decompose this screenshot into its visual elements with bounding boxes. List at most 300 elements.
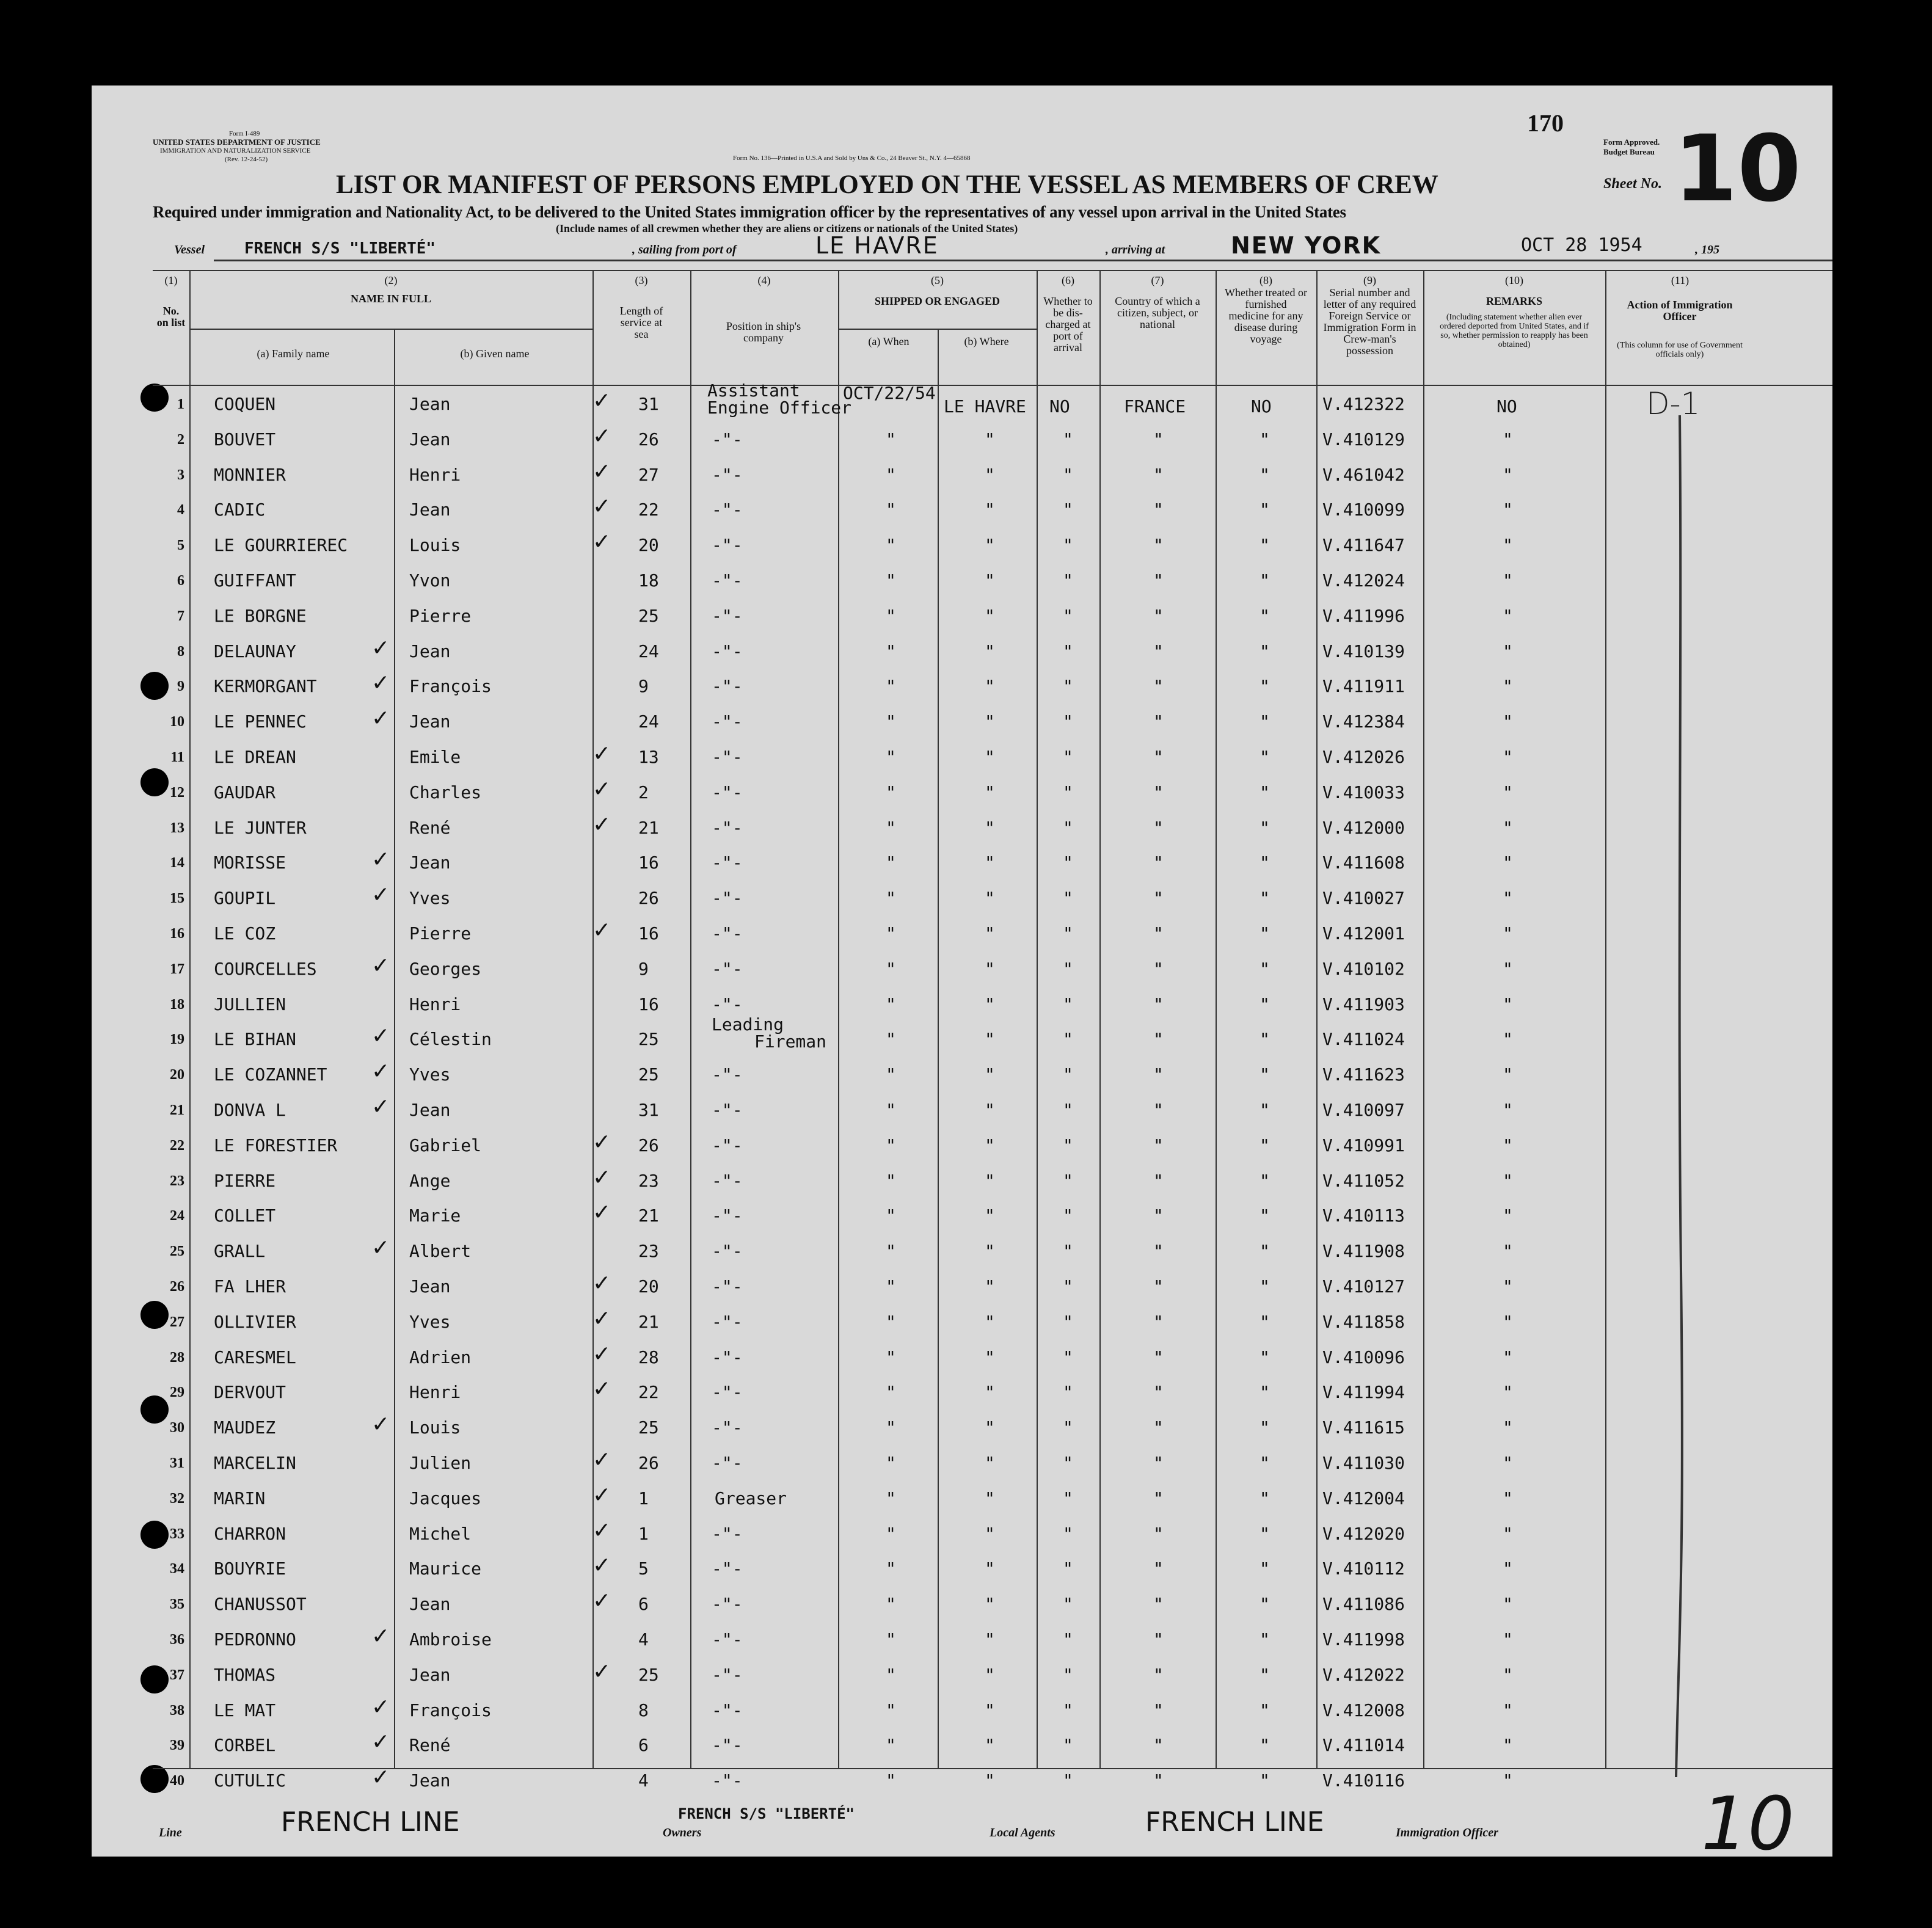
given-name: Gabriel [409, 1135, 482, 1155]
check-mark: ✓ [371, 882, 390, 908]
remarks-ditto: " [1503, 570, 1513, 591]
discharged-ditto: " [1063, 1665, 1073, 1685]
family-name: LE COZANNET [214, 1064, 327, 1085]
medicine-ditto: " [1259, 888, 1270, 908]
shipped-when-ditto: " [886, 1064, 896, 1085]
printer-note: Form No. 136—Printed in U.S.A and Sold by Uns & Co., 24 Beaver St., N.Y. 4—65868 [733, 155, 971, 162]
family-name: THOMAS [214, 1665, 276, 1685]
country-ditto: " [1153, 676, 1164, 696]
service-length: 24 [638, 641, 659, 661]
country-ditto: " [1153, 818, 1164, 838]
col9-number: (9) [1363, 274, 1376, 286]
shipped-where-ditto: " [985, 1770, 995, 1791]
check-mark: ✓ [371, 671, 390, 696]
shipped-when-ditto: " [886, 641, 896, 661]
form-id: Form I-489 [229, 130, 260, 137]
discharged-ditto: " [1063, 1735, 1073, 1755]
position-line1: Leading [712, 1014, 784, 1035]
owners-label: Owners [663, 1826, 702, 1839]
country-ditto: " [1153, 1241, 1164, 1261]
discharged-ditto: " [1063, 1100, 1073, 1120]
shipped-when-ditto: " [886, 1488, 896, 1508]
service-length: 25 [638, 606, 659, 626]
shipped-when-ditto: " [886, 676, 896, 696]
row-number: 9 [177, 678, 184, 694]
shipped-when-ditto: " [886, 1559, 896, 1579]
serial-number: V.412322 [1322, 394, 1405, 414]
ship-position: -"- [712, 1770, 743, 1791]
ship-position: -"- [712, 888, 743, 908]
remarks-ditto: " [1503, 500, 1513, 520]
service-length: 27 [638, 465, 659, 485]
shipped-when-ditto: " [886, 1417, 896, 1438]
family-name: DELAUNAY [214, 641, 296, 661]
shipped-when-ditto: " [886, 711, 896, 732]
serial-number: V.410099 [1322, 500, 1405, 520]
shipped-when-ditto: " [886, 1206, 896, 1226]
service-length: 24 [638, 711, 659, 732]
row-number: 35 [170, 1596, 184, 1612]
service-length: 9 [638, 959, 649, 979]
service-length: 18 [638, 570, 659, 591]
table-bottom-border [153, 1768, 1832, 1769]
medicine-ditto: " [1259, 606, 1270, 626]
row-number: 12 [170, 785, 184, 801]
serial-number: V.411994 [1322, 1382, 1405, 1402]
shipped-when-ditto: " [886, 782, 896, 802]
service-length: 16 [638, 994, 659, 1014]
serial-number: V.410097 [1322, 1100, 1405, 1120]
medicine-ditto: " [1259, 570, 1270, 591]
serial-number: V.410027 [1322, 888, 1405, 908]
family-name: LE BORGNE [214, 606, 307, 626]
serial-number: V.411608 [1322, 853, 1405, 873]
medicine-ditto: " [1259, 1347, 1270, 1367]
medicine-ditto: " [1259, 853, 1270, 873]
ship-position: -"- [712, 535, 743, 555]
shipped-when-ditto: " [886, 429, 896, 449]
family-name: CUTULIC [214, 1770, 286, 1791]
ship-position: -"- [712, 429, 743, 449]
service-length: 1 [638, 1488, 649, 1508]
page-subtitle: Required under immigration and Nationality Act, to be delivered to the United States immigration officer by the representatives of any vessel upon arrival in the United States [153, 203, 1346, 221]
country-ditto: " [1153, 782, 1164, 802]
given-name: Ange [409, 1171, 451, 1191]
row-number: 23 [170, 1173, 184, 1189]
shipped-when-ditto: " [886, 959, 896, 979]
shipped-where-ditto: " [985, 1241, 995, 1261]
country-ditto: " [1153, 570, 1164, 591]
serial-number: V.412004 [1322, 1488, 1405, 1508]
service-length: 20 [638, 1276, 659, 1297]
discharged-ditto: " [1063, 747, 1073, 767]
serial-number: V.411911 [1322, 676, 1405, 696]
discharged-ditto: " [1063, 1135, 1073, 1155]
col4-number: (4) [757, 274, 771, 286]
ship-position: -"- [712, 1700, 743, 1720]
country-ditto: " [1153, 1700, 1164, 1720]
line-value: FRENCH LINE [281, 1806, 460, 1838]
medicine-ditto: " [1259, 1171, 1270, 1191]
discharged-ditto: " [1063, 994, 1073, 1014]
col1-header: No. on list [156, 305, 186, 329]
serial-number: V.410127 [1322, 1276, 1405, 1297]
family-name: MAUDEZ [214, 1417, 276, 1438]
row-number: 29 [170, 1384, 184, 1400]
country-ditto: " [1153, 535, 1164, 555]
service-length: 6 [638, 1735, 649, 1755]
remarks-ditto: " [1503, 1700, 1513, 1720]
ship-position: -"- [712, 1382, 743, 1402]
remarks-ditto: " [1503, 853, 1513, 873]
country-ditto: " [1153, 641, 1164, 661]
col3-number: (3) [635, 274, 648, 286]
family-name: LE COZ [214, 923, 276, 944]
col2a-header: (a) Family name [257, 347, 330, 360]
year-suffix: , 195 [1695, 243, 1719, 256]
serial-number: V.410112 [1322, 1559, 1405, 1579]
col-divider [1216, 270, 1217, 1768]
remarks-ditto: " [1503, 1770, 1513, 1791]
given-name: Albert [409, 1241, 472, 1261]
vessel-underline [214, 260, 1832, 261]
shipped-when-ditto: " [886, 535, 896, 555]
check-mark: ✓ [371, 636, 390, 661]
given-name: René [409, 818, 451, 838]
discharged-ditto: " [1063, 606, 1073, 626]
row-number: 28 [170, 1350, 184, 1366]
shipped-when-ditto: " [886, 1594, 896, 1614]
shipped-when-ditto: " [886, 1770, 896, 1791]
ship-position: -"- [712, 1524, 743, 1544]
col5a-header: (a) When [868, 335, 909, 347]
service-header: IMMIGRATION AND NATURALIZATION SERVICE [160, 147, 311, 155]
row-number: 20 [170, 1067, 184, 1083]
serial-number: V.411647 [1322, 535, 1405, 555]
shipped-when-ditto: " [886, 1135, 896, 1155]
shipped-where-ditto: " [985, 606, 995, 626]
shipped-when-ditto: " [886, 465, 896, 485]
service-length: 21 [638, 818, 659, 838]
serial-number: V.410102 [1322, 959, 1405, 979]
shipped-where-ditto: " [985, 1524, 995, 1544]
shipped-where-ditto: " [985, 1700, 995, 1720]
medicine-ditto: " [1259, 1417, 1270, 1438]
check-mark: ✓ [592, 918, 611, 943]
owners-value: FRENCH S/S "LIBERTÉ" [678, 1805, 855, 1822]
col-divider [938, 329, 939, 1768]
family-name: CARESMEL [214, 1347, 296, 1367]
ship-position: -"- [712, 853, 743, 873]
medicine-ditto: " [1259, 1029, 1270, 1049]
discharged-ditto: " [1063, 1347, 1073, 1367]
family-name: PIERRE [214, 1171, 276, 1191]
shipped-when-ditto: " [886, 888, 896, 908]
given-name: Ambroise [409, 1629, 492, 1650]
remarks-ditto: " [1503, 1135, 1513, 1155]
service-length: 25 [638, 1029, 659, 1049]
ship-position: -"- [712, 1064, 743, 1085]
country-ditto: " [1153, 994, 1164, 1014]
given-name: Henri [409, 1382, 461, 1402]
discharged-ditto: " [1063, 1453, 1073, 1473]
shipped-where-ditto: " [985, 570, 995, 591]
remarks-ditto: " [1503, 959, 1513, 979]
discharged-ditto: " [1063, 1206, 1073, 1226]
medicine-ditto: " [1259, 1770, 1270, 1791]
ship-position: -"- [712, 676, 743, 696]
serial-number: V.412384 [1322, 711, 1405, 732]
check-mark: ✓ [592, 1271, 611, 1296]
check-mark: ✓ [592, 812, 611, 837]
first-row-remarks: NO [1496, 396, 1517, 417]
country-ditto: " [1153, 1594, 1164, 1614]
serial-number: V.411998 [1322, 1629, 1405, 1650]
shipped-where-ditto: " [985, 500, 995, 520]
family-name: PEDRONNO [214, 1629, 296, 1650]
serial-number: V.410139 [1322, 641, 1405, 661]
discharged-ditto: " [1063, 1241, 1073, 1261]
given-name: Michel [409, 1524, 472, 1544]
serial-number: V.411014 [1322, 1735, 1405, 1755]
check-mark: ✓ [592, 1342, 611, 1367]
remarks-ditto: " [1503, 1312, 1513, 1332]
first-row-medicine: NO [1251, 396, 1272, 417]
row-number: 11 [170, 749, 184, 765]
check-mark: ✓ [592, 494, 611, 519]
officer-action-mark: D-1 [1646, 386, 1701, 421]
remarks-ditto: " [1503, 1206, 1513, 1226]
serial-number: V.412000 [1322, 818, 1405, 838]
discharged-ditto: " [1063, 1524, 1073, 1544]
remarks-ditto: " [1503, 818, 1513, 838]
medicine-ditto: " [1259, 747, 1270, 767]
family-name: COLLET [214, 1206, 276, 1226]
remarks-ditto: " [1503, 1382, 1513, 1402]
serial-number: V.411623 [1322, 1064, 1405, 1085]
remarks-ditto: " [1503, 1100, 1513, 1120]
medicine-ditto: " [1259, 782, 1270, 802]
ship-position: -"- [712, 1241, 743, 1261]
serial-number: V.412024 [1322, 570, 1405, 591]
row-number: 10 [170, 714, 184, 730]
given-name: Louis [409, 1417, 461, 1438]
shipped-when-ditto: " [886, 1241, 896, 1261]
discharged-ditto: " [1063, 1770, 1073, 1791]
service-length: 5 [638, 1559, 649, 1579]
discharged-ditto: " [1063, 1064, 1073, 1085]
remarks-ditto: " [1503, 923, 1513, 944]
remarks-ditto: " [1503, 1171, 1513, 1191]
discharged-ditto: " [1063, 535, 1073, 555]
shipped-when-ditto: " [886, 570, 896, 591]
shipped-where-ditto: " [985, 1347, 995, 1367]
remarks-ditto: " [1503, 1665, 1513, 1685]
service-length: 22 [638, 500, 659, 520]
row-number: 26 [170, 1279, 184, 1295]
page-number: 170 [1527, 109, 1564, 137]
given-name: Jean [409, 853, 451, 873]
shipped-when-ditto: " [886, 1100, 896, 1120]
family-name: GAUDAR [214, 782, 276, 802]
shipped-where-ditto: " [985, 994, 995, 1014]
country-ditto: " [1153, 959, 1164, 979]
shipped-when-ditto: " [886, 1276, 896, 1297]
remarks-ditto: " [1503, 747, 1513, 767]
family-name: KERMORGANT [214, 676, 317, 696]
col2b-header: (b) Given name [460, 347, 530, 360]
shipped-when-ditto: " [886, 1629, 896, 1650]
country-ditto: " [1153, 465, 1164, 485]
shipped-when-ditto: " [886, 1700, 896, 1720]
row-number: 38 [170, 1703, 184, 1719]
serial-number: V.411030 [1322, 1453, 1405, 1473]
row-number: 33 [170, 1526, 184, 1542]
form-revision: (Rev. 12-24-52) [225, 156, 268, 163]
check-mark: ✓ [371, 706, 390, 731]
line-label: Line [159, 1826, 182, 1839]
sailing-label: , sailing from port of [632, 243, 737, 256]
country-ditto: " [1153, 1276, 1164, 1297]
serial-number: V.412020 [1322, 1524, 1405, 1544]
service-length: 21 [638, 1206, 659, 1226]
col6-header: Whether to be dis-charged at port of arrival [1043, 295, 1093, 354]
country-ditto: " [1153, 1206, 1164, 1226]
medicine-ditto: " [1259, 465, 1270, 485]
family-name: LE JUNTER [214, 818, 307, 838]
check-mark: ✓ [371, 1695, 390, 1720]
medicine-ditto: " [1259, 1206, 1270, 1226]
shipped-where-ditto: " [985, 1417, 995, 1438]
family-name: MARIN [214, 1488, 266, 1508]
check-mark: ✓ [592, 1659, 611, 1684]
service-length: 8 [638, 1700, 649, 1720]
service-length: 26 [638, 1135, 659, 1155]
shipped-where-ditto: " [985, 1135, 995, 1155]
given-name: Jean [409, 1100, 451, 1120]
service-length: 4 [638, 1770, 649, 1791]
officer-label: Immigration Officer [1396, 1826, 1498, 1839]
check-mark: ✓ [592, 1518, 611, 1543]
medicine-ditto: " [1259, 818, 1270, 838]
medicine-ditto: " [1259, 1665, 1270, 1685]
country-ditto: " [1153, 1347, 1164, 1367]
check-mark: ✓ [592, 424, 611, 449]
given-name: Yvon [409, 570, 451, 591]
country-ditto: " [1153, 1524, 1164, 1544]
shipped-where-ditto: " [985, 853, 995, 873]
shipped-when-ditto: " [886, 1453, 896, 1473]
shipped-where-ditto: " [985, 465, 995, 485]
family-name: MONNIER [214, 465, 286, 485]
ship-position: -"- [712, 959, 743, 979]
remarks-ditto: " [1503, 782, 1513, 802]
ship-position: -"- [712, 1453, 743, 1473]
country-ditto: " [1153, 853, 1164, 873]
check-mark: ✓ [371, 847, 390, 872]
serial-number: V.411858 [1322, 1312, 1405, 1332]
discharged-ditto: " [1063, 1559, 1073, 1579]
medicine-ditto: " [1259, 994, 1270, 1014]
country-ditto: " [1153, 1559, 1164, 1579]
discharged-ditto: " [1063, 429, 1073, 449]
check-mark: ✓ [592, 741, 611, 766]
remarks-ditto: " [1503, 1594, 1513, 1614]
row-number: 17 [170, 961, 184, 977]
remarks-ditto: " [1503, 606, 1513, 626]
serial-number: V.410113 [1322, 1206, 1405, 1226]
shipped-where-ditto: " [985, 959, 995, 979]
given-name: Jean [409, 1276, 451, 1297]
check-mark: ✓ [592, 1130, 611, 1155]
given-name: Jean [409, 1770, 451, 1791]
shipped-when-ditto: " [886, 1524, 896, 1544]
shipped-when-ditto: " [886, 994, 896, 1014]
given-name: Emile [409, 747, 461, 767]
check-mark: ✓ [371, 1024, 390, 1049]
position-line2: Fireman [754, 1031, 827, 1052]
service-length: 28 [638, 1347, 659, 1367]
col-divider [690, 270, 691, 1768]
ship-position: -"- [712, 1347, 743, 1367]
serial-number: V.411908 [1322, 1241, 1405, 1261]
medicine-ditto: " [1259, 429, 1270, 449]
col-divider [838, 270, 839, 1768]
col2-header: NAME IN FULL [350, 293, 431, 305]
shipped-where-ditto: " [985, 1665, 995, 1685]
given-name: Jean [409, 429, 451, 449]
family-name: CADIC [214, 500, 266, 520]
row-number: 32 [170, 1491, 184, 1507]
medicine-ditto: " [1259, 1453, 1270, 1473]
first-row-shipped-where: LE HAVRE [944, 396, 1026, 417]
discharged-ditto: " [1063, 1276, 1073, 1297]
shipped-where-ditto: " [985, 1382, 995, 1402]
row-number: 6 [177, 573, 184, 589]
family-name: CHARRON [214, 1524, 286, 1544]
family-name: BOUVET [214, 429, 276, 449]
row-number: 24 [170, 1208, 184, 1224]
sheet-label: Sheet No. [1603, 176, 1662, 192]
col-divider [1423, 270, 1424, 1768]
family-name: MORISSE [214, 853, 286, 873]
medicine-ditto: " [1259, 641, 1270, 661]
check-mark: ✓ [371, 1235, 390, 1260]
medicine-ditto: " [1259, 1241, 1270, 1261]
discharged-ditto: " [1063, 1594, 1073, 1614]
family-name: GOUPIL [214, 888, 276, 908]
shipped-where-ditto: " [985, 429, 995, 449]
col5-number: (5) [931, 274, 944, 286]
given-name: Jacques [409, 1488, 482, 1508]
table-top-border [153, 270, 1832, 271]
remarks-ditto: " [1503, 1453, 1513, 1473]
country-ditto: " [1153, 923, 1164, 944]
family-name: COURCELLES [214, 959, 317, 979]
ship-position: -"- [712, 1594, 743, 1614]
shipped-when-ditto: " [886, 818, 896, 838]
row-number: 25 [170, 1243, 184, 1259]
ship-position: -"- [712, 1100, 743, 1120]
family-name: GUIFFANT [214, 570, 296, 591]
shipped-where-ditto: " [985, 1276, 995, 1297]
sheet-mark: 10 [1701, 1782, 1795, 1857]
service-length: 25 [638, 1064, 659, 1085]
col-divider [1037, 270, 1038, 1768]
check-mark: ✓ [371, 1624, 390, 1649]
row-number: 1 [177, 396, 184, 412]
given-name: Pierre [409, 606, 472, 626]
